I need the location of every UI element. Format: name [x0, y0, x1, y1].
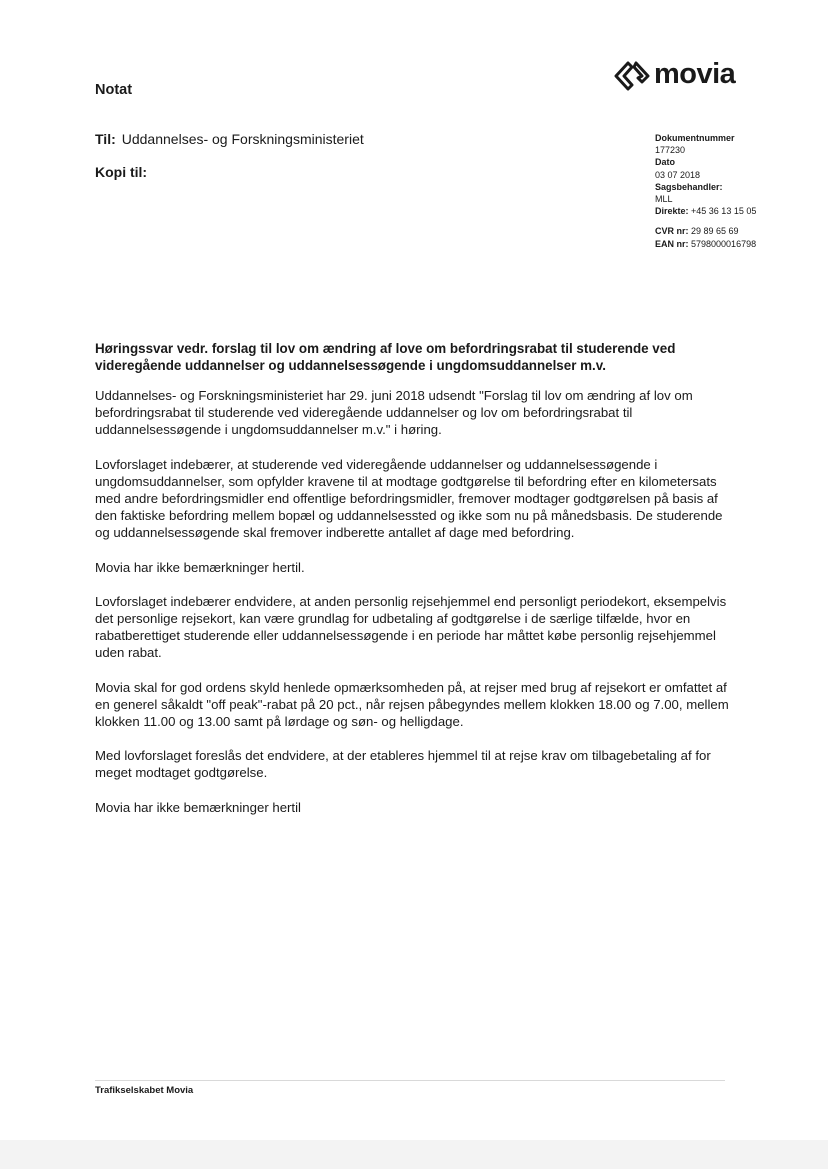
cvr-value: 29 89 65 69 — [691, 226, 739, 237]
copy-to-label: Kopi til: — [95, 164, 148, 180]
handler-value: MLL — [655, 194, 673, 205]
paragraph: Movia har ikke bemærkninger hertil — [95, 799, 301, 815]
document-type: Notat — [95, 82, 133, 98]
document-meta — [655, 132, 815, 250]
paragraph: Med lovforslaget foreslås det endvidere, at der etableres hjemmel til at rejse krav om tilbagebetaling af for meget modtaget godtgørelse. — [95, 748, 711, 781]
date-label: Dato — [655, 157, 675, 168]
direct-phone — [655, 205, 815, 217]
paragraph: Uddannelses- og Forskningsministeriet har 29. juni 2018 udsendt "Forslag til lov om ændring af lov om befordringsrabat til studerende ved videregående uddannelser og lov om befordringsrabat til uddannelsessøgende i ungdomsuddannelser m.v." i høring. — [95, 388, 693, 438]
handler-label: Sagsbehandler: — [655, 181, 723, 192]
paragraph: Movia har ikke bemærkninger hertil. — [95, 559, 305, 575]
paragraph: Movia skal for god ordens skyld henlede opmærksomheden på, at rejser med brug af rejsekort er omfattet af en generel såkaldt "off peak"-rabat på 20 pct., når rejsen påbegyndes mellem klokken 18.00 og 7.00, mellem klokken 11.00 og 13.00 samt på lørdage og søn- og helligdage. — [95, 679, 729, 730]
movia-logo-icon — [614, 61, 650, 91]
ean-label: EAN nr: — [655, 238, 689, 249]
cvr-label: CVR nr: — [655, 226, 689, 237]
doc-number-label: Dokumentnummer — [655, 133, 735, 143]
ean-value: 5798000016798 — [691, 238, 757, 249]
scan-edge — [0, 1140, 828, 1169]
date-value: 03 07 2018 — [655, 169, 701, 180]
to-label: Til: — [95, 131, 116, 147]
direct-label: Direkte: — [655, 206, 689, 217]
document-body — [95, 387, 735, 833]
ean-number — [655, 238, 815, 250]
direct-value: +45 36 13 15 05 — [691, 206, 757, 217]
cvr-number — [655, 225, 815, 237]
paragraph: Lovforslaget indebærer, at studerende ved videregående uddannelser og uddannelsessøgende i ungdomsuddannelser, som opfylder kravene til at modtage godtgørelse til befordring efter en kilometersats med andre befordringsmidler end offentlige befordringsmidler, fremover modtager godtgørelsen på basis af den faktiske befordring mellem bopæl og uddannelsessted og ikke som nu på månedsbasis. De studerende og uddannelsessøgende skal fremover indberette antallet af dage med befordring. — [95, 456, 723, 541]
footer-company: Trafikselskabet Movia — [95, 1085, 194, 1096]
movia-logo-text: movia — [654, 58, 736, 90]
movia-logo — [614, 58, 744, 98]
paragraph: Lovforslaget indebærer endvidere, at anden personlig rejsehjemmel end personligt periodekort, eksempelvis det personlige rejsekort, kan være grundlag for udbetaling af godtgørelse i de særlige tilfælde, hvor en rabatberettiget studerende eller uddannelsessøgende i en periode har måttet købe personlig rejsehjemmel uden rabat. — [95, 593, 727, 661]
to-value: Uddannelses- og Forskningsministeriet — [121, 131, 364, 147]
footer-divider — [95, 1080, 725, 1081]
recipient-to — [95, 131, 364, 147]
doc-number: 177230 — [655, 145, 686, 156]
subject-heading: Høringssvar vedr. forslag til lov om ændring af love om befordringsrabat til studerende ved videregående uddannelser og uddannelsessøgende i ungdomsuddannelser m.v. — [95, 341, 676, 373]
